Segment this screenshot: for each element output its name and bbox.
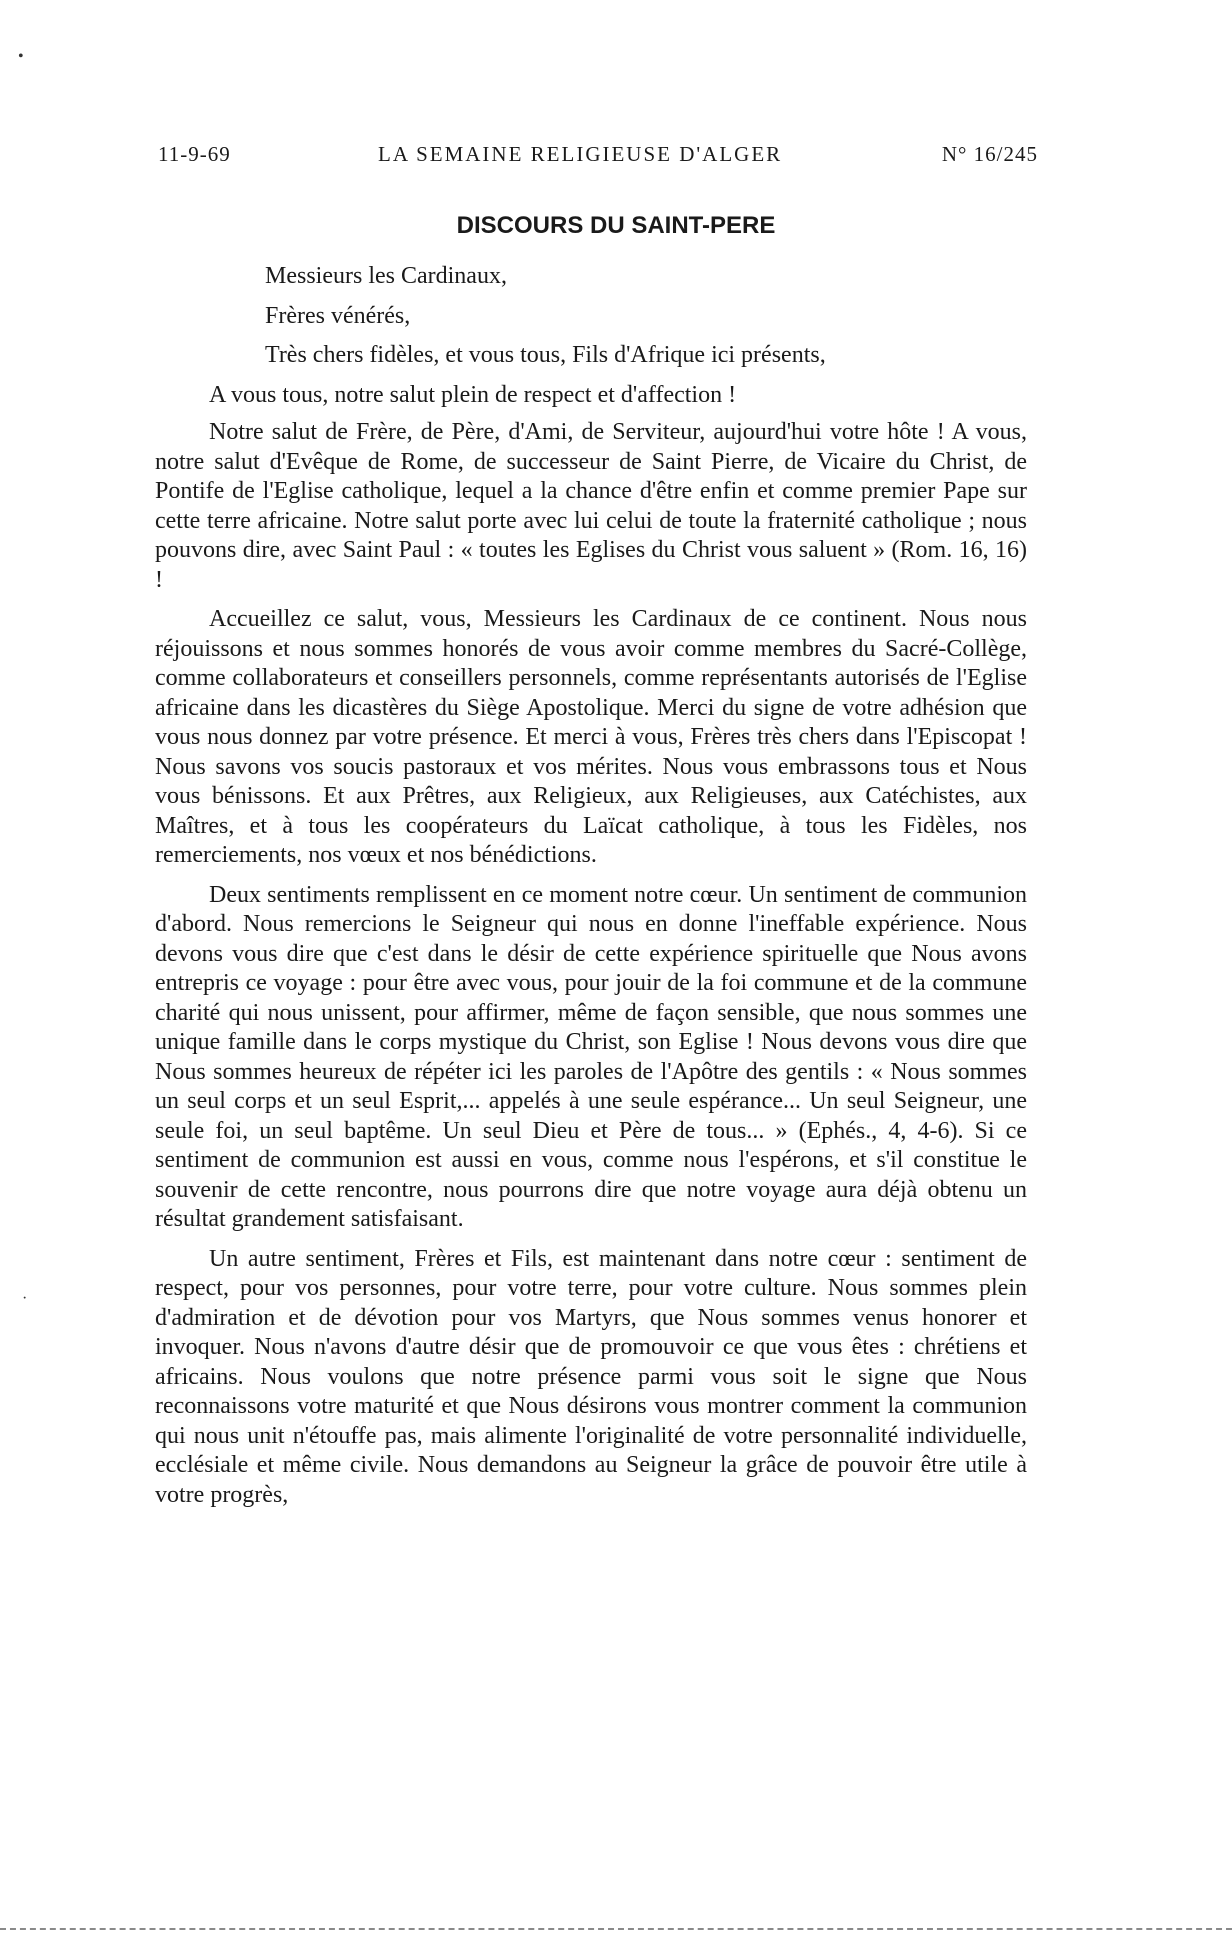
scan-edge-rule <box>0 1928 1232 1930</box>
header-date: 11-9-69 <box>158 142 231 166</box>
salutation-line: Très chers fidèles, et vous tous, Fils d'Afrique ici présents, <box>265 342 826 368</box>
body-paragraph: Notre salut de Frère, de Père, d'Ami, de Serviteur, aujourd'hui votre hôte ! A vous, notre salut d'Evêque de Rome, de successeur de Saint Pierre, de Vicaire du Christ, de Pontife de l'Eglise catholique, lequel a la chance d'être enfin et comme premier Pape sur cette terre africaine. Notre salut porte avec lui celui de toute la fraternité catholique ; nous pouvons dire, avec Saint Paul : « toutes les Eglises du Christ vous saluent » (Rom. 16, 16) ! <box>155 419 1027 593</box>
margin-speck-icon: · <box>22 1290 28 1307</box>
article-title: DISCOURS DU SAINT-PERE <box>456 212 776 239</box>
salutation-line: Messieurs les Cardinaux, <box>265 263 507 289</box>
header-issue-number: N° 16/245 <box>941 142 1038 166</box>
body-paragraph: Deux sentiments remplissent en ce moment notre cœur. Un sentiment de communion d'abord. Nous remercions le Seigneur qui nous en donne l'ineffable expérience. Nous devons vous dire que c'est dans le désir de cette expérience spirituelle que Nous avons entrepris ce voyage : pour être avec vous, pour jouir de la foi commune et de la commune charité qui nous unissent, pour affirmer, même de façon sensible, que nous sommes une unique famille dans le corps mystique du Christ, son Eglise ! Nous devons vous dire que Nous sommes heureux de répéter ici les paroles de l'Apôtre des gentils : « Nous sommes un seul corps et un seul Esprit,... appelés à une seule espérance... Un seul Seigneur, une seule foi, un seul baptême. Un seul Dieu et Père de tous... » (Ephés., 4, 4-6). Si ce sentiment de communion est aussi en vous, comme nous l'espérons, et s'il constitue le souvenir de cette rencontre, nous pourrons dire que notre voyage aura déjà obtenu un résultat grandement satisfaisant. <box>155 881 1027 1232</box>
salutation-line: Frères vénérés, <box>265 302 411 329</box>
article-body <box>155 262 1027 1520</box>
body-paragraph: Un autre sentiment, Frères et Fils, est maintenant dans notre cœur : sentiment de respect, pour vos personnes, pour votre terre, pour votre culture. Nous sommes plein d'admiration et de dévotion pour vos Martyrs, que Nous sommes venus honorer et invoquer. Nous n'avons d'autre désir que de promouvoir ce que vous êtes : chrétiens et africains. Nous voulons que notre présence parmi vous soit le signe que Nous reconnaissons votre maturité et que Nous désirons vous montrer comment la communion qui nous unit n'étouffe pas, mais alimente l'originalité de votre personnalité individuelle, ecclésiale et même civile. Nous demandons au Seigneur la grâce de pouvoir être utile à votre progrès, <box>155 1245 1027 1508</box>
running-header <box>158 142 1038 172</box>
header-journal-title: LA SEMAINE RELIGIEUSE D'ALGER <box>378 142 783 166</box>
margin-speck-icon: • <box>18 48 24 65</box>
greeting-line: A vous tous, notre salut plein de respect et d'affection ! <box>209 381 737 408</box>
body-paragraph: Accueillez ce salut, vous, Messieurs les Cardinaux de ce continent. Nous nous réjouissons et nous sommes honorés de vous avoir comme membres du Sacré-Collège, comme collaborateurs et conseillers personnels, comme représentants autorisés de l'Eglise africaine dans les dicastères du Siège Apostolique. Merci du signe de votre adhésion que vous nous donnez par votre présence. Et merci à vous, Frères très chers dans l'Episcopat ! Nous savons vos soucis pastoraux et vos mérites. Nous vous embrassons tous et Nous vous bénissons. Et aux Prêtres, aux Religieux, aux Religieuses, aux Catéchistes, aux Maîtres, et à tous les coopérateurs du Laïcat catholique, à tous les Fidèles, nos remerciements, nos vœux et nos bénédictions. <box>155 606 1027 868</box>
